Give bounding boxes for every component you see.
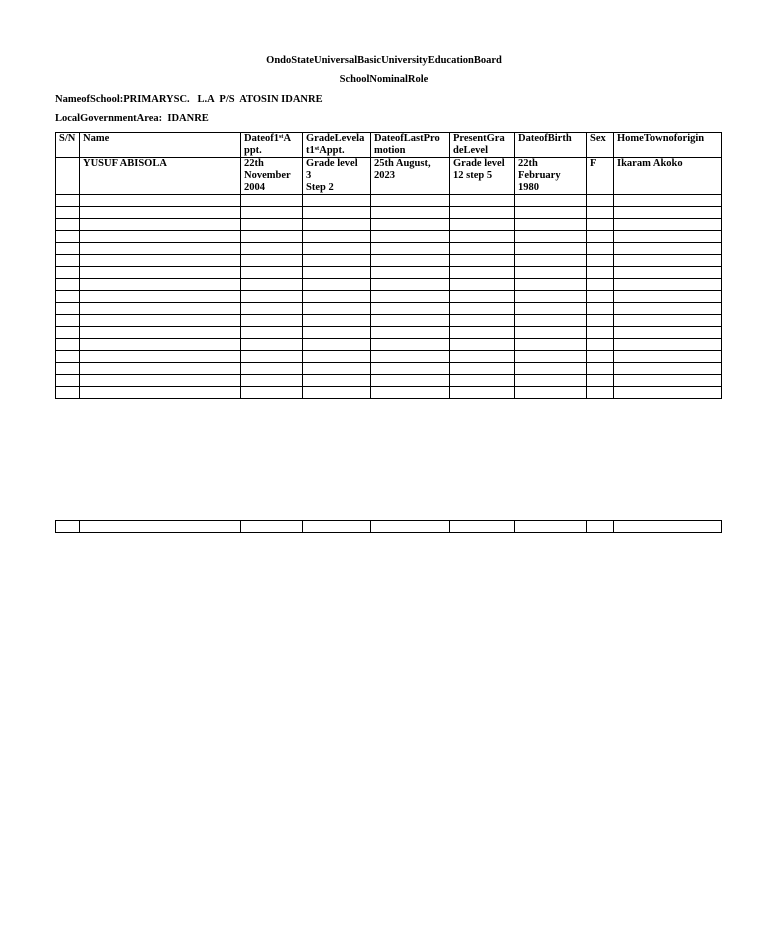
empty-cell — [80, 219, 241, 231]
empty-cell — [614, 255, 722, 267]
empty-cell — [614, 387, 722, 399]
empty-cell — [56, 315, 80, 327]
empty-cell — [80, 351, 241, 363]
empty-cell — [303, 243, 371, 255]
empty-cell — [450, 315, 515, 327]
empty-cell — [241, 243, 303, 255]
cell-grade-first-appt: Grade level 3 Step 2 — [303, 158, 371, 195]
column-header-home-town: HomeTownoforigin — [614, 133, 722, 158]
empty-cell — [515, 351, 587, 363]
empty-cell — [614, 231, 722, 243]
empty-cell — [587, 219, 614, 231]
empty-cell — [303, 327, 371, 339]
empty-table-row — [56, 339, 722, 351]
empty-cell — [515, 255, 587, 267]
empty-cell — [450, 351, 515, 363]
empty-cell — [515, 231, 587, 243]
empty-cell — [241, 291, 303, 303]
empty-cell — [371, 363, 450, 375]
cell-date-first-appt: 22th November 2004 — [241, 158, 303, 195]
empty-table-row — [56, 315, 722, 327]
empty-cell — [303, 219, 371, 231]
empty-table-row — [56, 351, 722, 363]
cell-name: YUSUF ABISOLA — [80, 158, 241, 195]
empty-cell — [80, 315, 241, 327]
empty-cell — [241, 267, 303, 279]
column-header-present-grade: PresentGra deLevel — [450, 133, 515, 158]
empty-cell — [515, 291, 587, 303]
empty-cell — [450, 291, 515, 303]
empty-cell — [80, 279, 241, 291]
empty-table-row — [56, 363, 722, 375]
empty-cell — [587, 303, 614, 315]
empty-cell — [80, 243, 241, 255]
empty-table-row — [56, 207, 722, 219]
nominal-roll-table — [55, 132, 722, 399]
empty-cell — [303, 375, 371, 387]
continuation-rows-group — [56, 521, 722, 533]
empty-cell — [371, 351, 450, 363]
column-header-name: Name — [80, 133, 241, 158]
empty-cell — [56, 219, 80, 231]
empty-cell — [587, 375, 614, 387]
empty-cell — [450, 207, 515, 219]
empty-cell — [56, 267, 80, 279]
empty-cell — [587, 291, 614, 303]
empty-cell — [587, 243, 614, 255]
empty-cell — [80, 521, 241, 533]
empty-cell — [303, 339, 371, 351]
column-header-date-of-birth: DateofBirth — [515, 133, 587, 158]
empty-cell — [80, 267, 241, 279]
empty-cell — [303, 363, 371, 375]
empty-cell — [303, 387, 371, 399]
empty-cell — [587, 195, 614, 207]
empty-cell — [371, 327, 450, 339]
empty-cell — [587, 521, 614, 533]
empty-cell — [80, 339, 241, 351]
empty-cell — [371, 315, 450, 327]
empty-cell — [80, 195, 241, 207]
empty-cell — [587, 267, 614, 279]
empty-cell — [515, 219, 587, 231]
empty-table-row — [56, 195, 722, 207]
empty-cell — [241, 279, 303, 291]
empty-cell — [80, 387, 241, 399]
empty-cell — [241, 387, 303, 399]
empty-cell — [614, 375, 722, 387]
empty-cell — [515, 303, 587, 315]
empty-table-row — [56, 327, 722, 339]
empty-cell — [56, 521, 80, 533]
empty-cell — [80, 375, 241, 387]
empty-cell — [587, 207, 614, 219]
empty-cell — [241, 255, 303, 267]
empty-cell — [614, 291, 722, 303]
empty-cell — [515, 315, 587, 327]
empty-cell — [614, 315, 722, 327]
empty-cell — [587, 315, 614, 327]
empty-cell — [80, 291, 241, 303]
empty-cell — [371, 521, 450, 533]
empty-cell — [80, 327, 241, 339]
empty-cell — [450, 267, 515, 279]
empty-cell — [303, 291, 371, 303]
empty-table-row — [56, 231, 722, 243]
empty-cell — [614, 207, 722, 219]
empty-cell — [303, 351, 371, 363]
empty-cell — [241, 521, 303, 533]
empty-cell — [241, 363, 303, 375]
empty-table-row — [56, 243, 722, 255]
empty-cell — [450, 327, 515, 339]
empty-cell — [587, 363, 614, 375]
empty-cell — [371, 219, 450, 231]
empty-cell — [241, 351, 303, 363]
empty-cell — [56, 243, 80, 255]
empty-cell — [450, 279, 515, 291]
empty-cell — [241, 231, 303, 243]
empty-cell — [303, 231, 371, 243]
empty-cell — [515, 327, 587, 339]
empty-cell — [80, 303, 241, 315]
empty-cell — [614, 195, 722, 207]
empty-cell — [371, 231, 450, 243]
empty-cell — [56, 195, 80, 207]
empty-cell — [587, 231, 614, 243]
empty-cell — [241, 327, 303, 339]
empty-cell — [241, 195, 303, 207]
table-row — [56, 158, 722, 195]
column-header-sn: S/N — [56, 133, 80, 158]
empty-cell — [56, 207, 80, 219]
empty-cell — [371, 207, 450, 219]
cell-sn — [56, 158, 80, 195]
empty-cell — [515, 363, 587, 375]
empty-cell — [614, 339, 722, 351]
empty-cell — [515, 267, 587, 279]
empty-cell — [614, 521, 722, 533]
empty-table-row — [56, 219, 722, 231]
empty-cell — [614, 267, 722, 279]
cell-date-of-birth: 22th February 1980 — [515, 158, 587, 195]
empty-cell — [56, 339, 80, 351]
empty-cell — [371, 303, 450, 315]
empty-cell — [614, 351, 722, 363]
empty-cell — [587, 255, 614, 267]
column-header-date-first-appt: Dateof1ˢᵗA ppt. — [241, 133, 303, 158]
empty-cell — [587, 387, 614, 399]
empty-cell — [515, 521, 587, 533]
empty-cell — [371, 279, 450, 291]
cell-date-last-promotion: 25th August, 2023 — [371, 158, 450, 195]
empty-cell — [515, 375, 587, 387]
empty-cell — [587, 279, 614, 291]
column-header-date-last-promotion: DateofLastPro motion — [371, 133, 450, 158]
empty-cell — [56, 279, 80, 291]
empty-cell — [371, 339, 450, 351]
empty-cell — [371, 195, 450, 207]
school-name-line: NameofSchool:PRIMARYSC. L.A P/S ATOSIN IDANRE — [55, 94, 323, 105]
empty-cell — [450, 521, 515, 533]
empty-cell — [56, 327, 80, 339]
empty-cell — [614, 363, 722, 375]
empty-cell — [614, 327, 722, 339]
empty-cell — [56, 303, 80, 315]
empty-cell — [450, 363, 515, 375]
empty-table-row — [56, 521, 722, 533]
empty-cell — [241, 219, 303, 231]
empty-table-row — [56, 267, 722, 279]
empty-rows-group — [56, 195, 722, 399]
empty-cell — [80, 207, 241, 219]
empty-cell — [515, 243, 587, 255]
empty-cell — [303, 521, 371, 533]
empty-cell — [303, 255, 371, 267]
empty-cell — [371, 375, 450, 387]
empty-table-row — [56, 375, 722, 387]
lga-line: LocalGovernmentArea: IDANRE — [55, 113, 209, 124]
empty-cell — [450, 387, 515, 399]
empty-cell — [241, 339, 303, 351]
empty-table-row — [56, 303, 722, 315]
empty-cell — [450, 303, 515, 315]
empty-cell — [303, 303, 371, 315]
empty-cell — [587, 339, 614, 351]
document-title: SchoolNominalRole — [339, 74, 429, 85]
empty-cell — [450, 243, 515, 255]
empty-table-row — [56, 279, 722, 291]
empty-cell — [371, 291, 450, 303]
empty-cell — [241, 207, 303, 219]
empty-cell — [80, 231, 241, 243]
empty-cell — [371, 387, 450, 399]
empty-cell — [614, 279, 722, 291]
empty-cell — [371, 267, 450, 279]
empty-cell — [450, 375, 515, 387]
cell-sex: F — [587, 158, 614, 195]
empty-cell — [450, 231, 515, 243]
empty-cell — [450, 255, 515, 267]
continuation-table — [55, 520, 722, 533]
empty-cell — [303, 279, 371, 291]
empty-cell — [450, 219, 515, 231]
empty-cell — [56, 231, 80, 243]
empty-cell — [587, 327, 614, 339]
empty-cell — [587, 351, 614, 363]
empty-table-row — [56, 387, 722, 399]
empty-cell — [241, 303, 303, 315]
empty-cell — [371, 255, 450, 267]
empty-cell — [515, 339, 587, 351]
empty-table-row — [56, 291, 722, 303]
table-header-row — [56, 133, 722, 158]
empty-cell — [56, 255, 80, 267]
empty-cell — [56, 387, 80, 399]
empty-cell — [303, 267, 371, 279]
empty-cell — [614, 243, 722, 255]
empty-cell — [515, 387, 587, 399]
empty-cell — [614, 219, 722, 231]
empty-cell — [80, 363, 241, 375]
empty-cell — [241, 375, 303, 387]
empty-cell — [80, 255, 241, 267]
empty-cell — [56, 351, 80, 363]
empty-cell — [56, 375, 80, 387]
empty-cell — [450, 339, 515, 351]
empty-cell — [56, 363, 80, 375]
cell-home-town: Ikaram Akoko — [614, 158, 722, 195]
empty-cell — [450, 195, 515, 207]
cell-present-grade: Grade level 12 step 5 — [450, 158, 515, 195]
empty-cell — [303, 195, 371, 207]
empty-cell — [303, 207, 371, 219]
empty-cell — [56, 291, 80, 303]
empty-cell — [371, 243, 450, 255]
empty-cell — [515, 207, 587, 219]
board-title: OndoStateUniversalBasicUniversityEducationBoard — [266, 55, 502, 66]
column-header-sex: Sex — [587, 133, 614, 158]
empty-cell — [241, 315, 303, 327]
empty-cell — [303, 315, 371, 327]
empty-cell — [515, 195, 587, 207]
empty-cell — [614, 303, 722, 315]
empty-table-row — [56, 255, 722, 267]
empty-cell — [515, 279, 587, 291]
column-header-grade-first-appt: GradeLevela t1ˢᵗAppt. — [303, 133, 371, 158]
